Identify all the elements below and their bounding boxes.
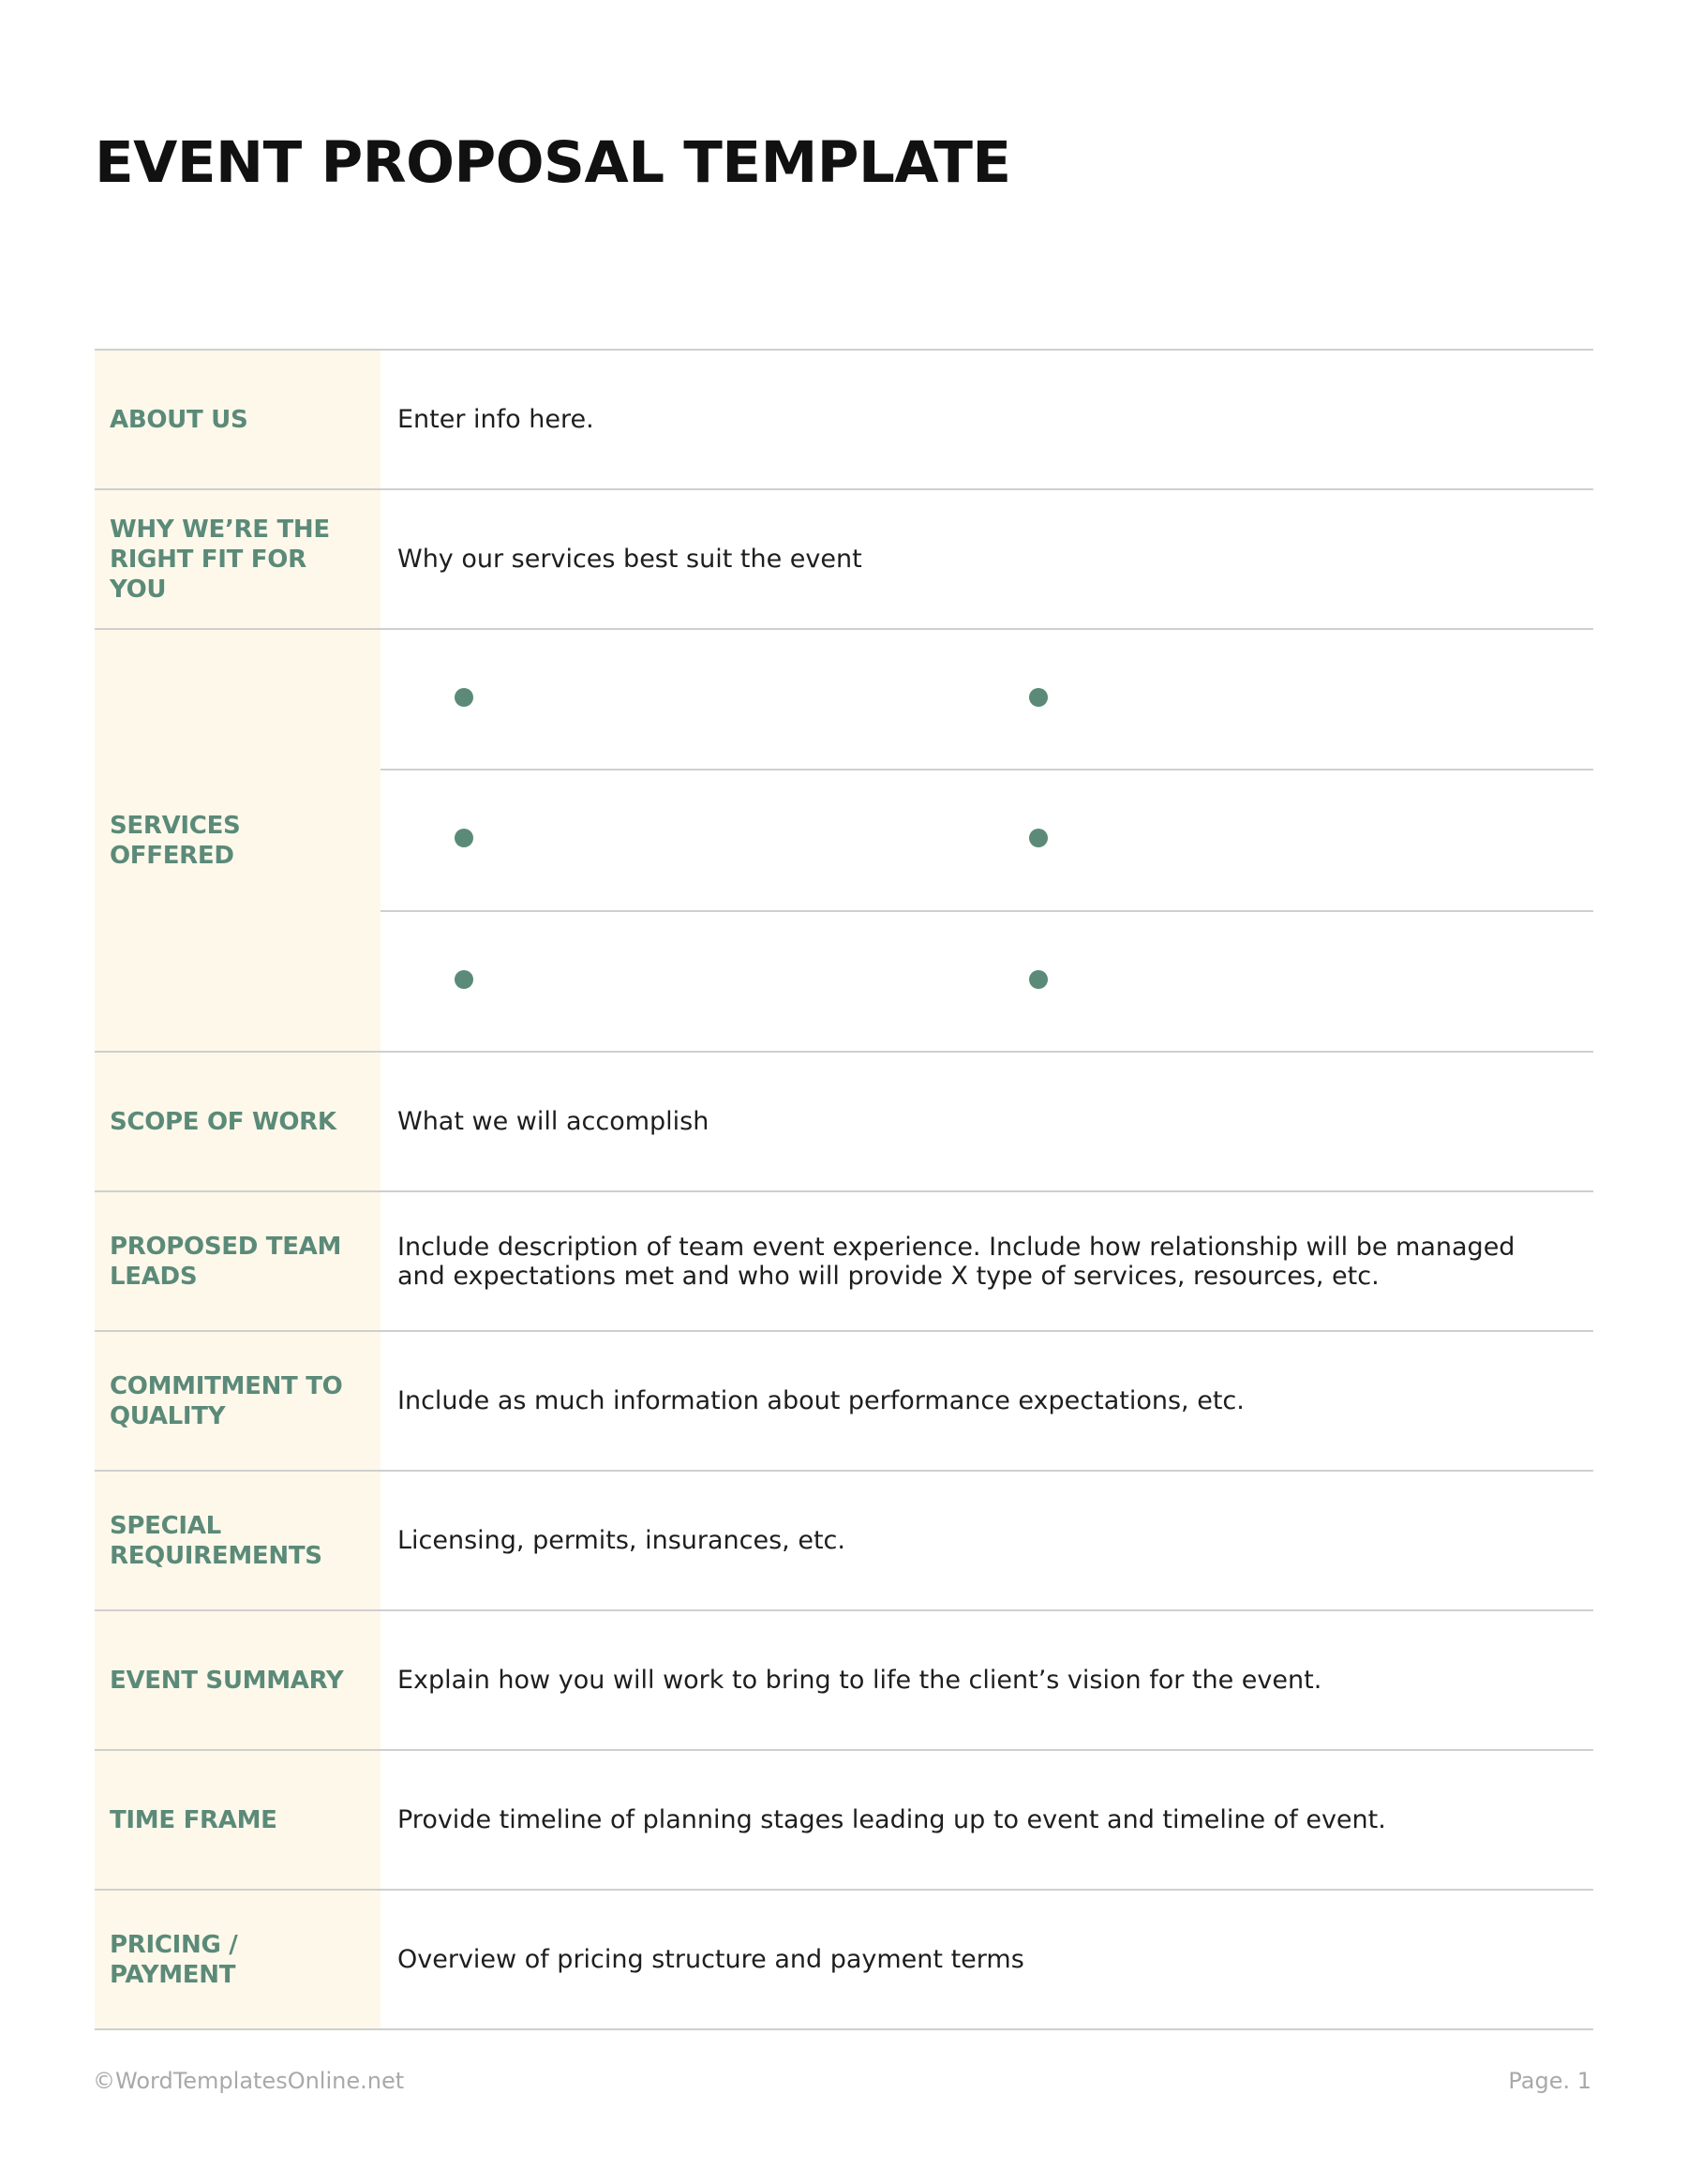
row-pricing-payment (95, 1891, 1593, 2030)
label-cell (95, 630, 381, 1051)
services-grid (381, 630, 1593, 1051)
content-cell[interactable] (381, 1192, 1593, 1330)
label-cell (95, 490, 381, 628)
bullet-icon (1029, 688, 1048, 707)
label-cell (95, 1192, 381, 1330)
proposal-table (95, 349, 1593, 2030)
content-cell[interactable] (381, 490, 1593, 628)
footer-page-number: Page. 1 (1508, 2068, 1591, 2094)
content-cell[interactable] (381, 1751, 1593, 1889)
content-cell[interactable] (381, 351, 1593, 488)
row-right-fit (95, 490, 1593, 630)
content-cell[interactable] (381, 1053, 1593, 1190)
row-content-right-fit[interactable]: Why our services best suit the event (397, 545, 862, 574)
label-cell (95, 351, 381, 488)
services-row[interactable] (381, 630, 1593, 770)
row-special-requirements (95, 1472, 1593, 1611)
row-label-special-requirements: SPECIAL REQUIREMENTS (110, 1511, 322, 1570)
label-cell (95, 1891, 381, 2028)
row-label-pricing-payment: PRICING / PAYMENT (110, 1930, 238, 1989)
row-label-right-fit: WHY WE’RE THE RIGHT FIT FOR YOU (110, 515, 330, 604)
row-content-event-summary[interactable]: Explain how you will work to bring to life the client’s vision for the event. (397, 1666, 1322, 1695)
services-row[interactable] (381, 912, 1593, 1051)
bullet-icon (455, 829, 473, 847)
row-content-about-us[interactable]: Enter info here. (397, 405, 594, 434)
row-content-time-frame[interactable]: Provide timeline of planning stages leading up to event and timeline of event. (397, 1805, 1386, 1834)
content-cell[interactable] (381, 1891, 1593, 2028)
row-label-services-offered: SERVICES OFFERED (110, 811, 241, 870)
row-label-commitment-to-quality: COMMITMENT TO QUALITY (110, 1371, 343, 1430)
row-label-scope-of-work: SCOPE OF WORK (110, 1107, 336, 1136)
row-scope-of-work (95, 1053, 1593, 1192)
bullet-icon (455, 970, 473, 989)
services-row[interactable] (381, 770, 1593, 911)
row-content-pricing-payment[interactable]: Overview of pricing structure and payment terms (397, 1945, 1024, 1974)
row-commitment-to-quality (95, 1332, 1593, 1472)
content-cell[interactable] (381, 1472, 1593, 1609)
row-content-special-requirements[interactable]: Licensing, permits, insurances, etc. (397, 1526, 845, 1555)
bullet-icon (1029, 829, 1048, 847)
row-proposed-team-leads (95, 1192, 1593, 1332)
row-about-us (95, 351, 1593, 490)
label-cell (95, 1751, 381, 1889)
row-services-offered (95, 630, 1593, 1053)
bullet-icon (455, 688, 473, 707)
row-label-proposed-team-leads: PROPOSED TEAM LEADS (110, 1232, 342, 1291)
label-cell (95, 1472, 381, 1609)
row-label-about-us: ABOUT US (110, 405, 248, 434)
label-cell (95, 1332, 381, 1470)
row-content-proposed-team-leads[interactable]: Include description of team event experience. Include how relationship will be managed and expectations met and who will provide X type of services, resources, etc. (397, 1232, 1515, 1291)
row-content-scope-of-work[interactable]: What we will accomplish (397, 1107, 709, 1136)
row-event-summary (95, 1611, 1593, 1751)
row-label-time-frame: TIME FRAME (110, 1805, 277, 1834)
content-cell[interactable] (381, 1611, 1593, 1749)
row-content-commitment-to-quality[interactable]: Include as much information about performance expectations, etc. (397, 1386, 1245, 1415)
footer-copyright: ©WordTemplatesOnline.net (93, 2068, 405, 2094)
bullet-icon (1029, 970, 1048, 989)
label-cell (95, 1053, 381, 1190)
row-label-event-summary: EVENT SUMMARY (110, 1666, 344, 1695)
content-cell[interactable] (381, 1332, 1593, 1470)
label-cell (95, 1611, 381, 1749)
row-time-frame (95, 1751, 1593, 1891)
page-title: EVENT PROPOSAL TEMPLATE (95, 129, 1011, 196)
